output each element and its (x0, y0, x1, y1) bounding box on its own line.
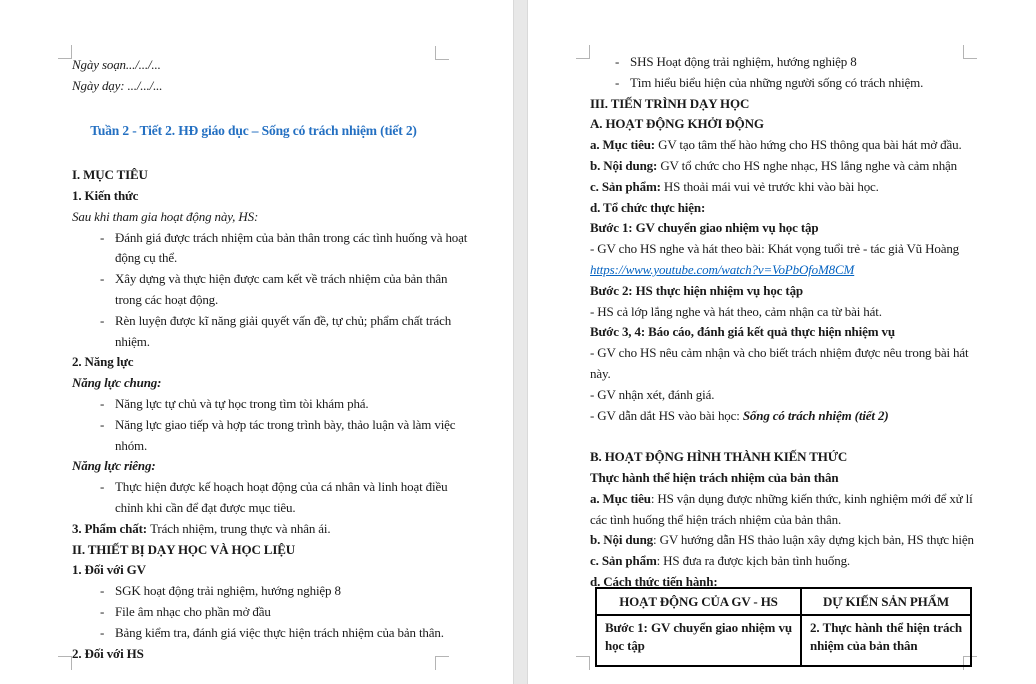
sub-heading (72, 186, 435, 207)
table-header-row (596, 588, 971, 615)
table-row (596, 615, 971, 666)
text-segment: Năng lực giao tiếp và hợp tác trong trình bày, thảo luận và làm việc (115, 416, 456, 432)
text-segment: Tuần 2 - Tiết 2. HĐ giáo dục – Sống có trách nhiệm (tiết 2) (90, 123, 417, 139)
text-segment: 2. Đối với HS (72, 645, 144, 661)
text-segment: HS thoải mái vui vẻ trước khi vào bài học. (663, 178, 879, 194)
sub-heading (72, 352, 435, 373)
text-segment: - GV dẫn dắt HS vào bài học: (590, 407, 743, 423)
blank-line (590, 426, 963, 447)
text-line (72, 602, 435, 623)
text-line (72, 290, 435, 311)
text-segment: a. Mục tiêu (590, 490, 651, 506)
text-line (72, 248, 435, 269)
text-segment: Sau khi tham gia hoạt động này, HS: (72, 208, 259, 224)
text-segment: 1. Đối với GV (72, 562, 146, 578)
text-line (590, 239, 963, 260)
text-line (590, 281, 963, 302)
document-page-1 (0, 0, 513, 684)
table-cell-step1: Bước 1: GV chuyển giao nhiệm vụ học tập (596, 615, 801, 666)
text-line (590, 135, 963, 156)
text-segment: b. Nội dung: (590, 157, 661, 173)
text-segment: Sống có trách nhiệm (tiết 2) (742, 407, 889, 423)
text-segment: chỉnh khi cần để đạt được mục tiêu. (115, 499, 296, 515)
text-line (590, 260, 963, 281)
text-line (590, 385, 963, 406)
text-segment: Ngày dạy: .../.../... (72, 77, 163, 93)
section-heading (590, 94, 963, 115)
text-segment: - GV cho HS nêu cảm nhận và cho biết trách nhiệm được nêu trong bài hát (590, 345, 969, 361)
text-line (590, 322, 963, 343)
table-header-cell-san-pham: DỰ KIẾN SẢN PHẨM (801, 588, 971, 615)
text-segment: III. TIẾN TRÌNH DẠY HỌC (590, 95, 750, 111)
text-segment: B. HOẠT ĐỘNG HÌNH THÀNH KIẾN THỨC (590, 449, 848, 465)
text-line (590, 510, 963, 531)
page-2-text-column (590, 52, 974, 593)
crop-mark (58, 656, 72, 670)
text-segment: Bước 3, 4: Báo cáo, đánh giá kết quả thực hiện nhiệm vụ (590, 324, 895, 340)
text-line (72, 311, 452, 332)
text-segment: Xây dựng và thực hiện được cam kết về trách nhiệm của bản thân (115, 271, 448, 287)
text-segment: Năng lực tự chủ và tự học trong tìm tòi khám phá. (115, 395, 369, 411)
text-line (72, 415, 456, 436)
bullet-dash: - (100, 624, 105, 640)
text-segment: GV tổ chức cho HS nghe nhạc, HS lắng nghe và cảm nhận (660, 157, 958, 173)
text-segment: các tình huống thể hiện trách nhiệm của bản thân. (590, 511, 842, 527)
section-heading (590, 447, 963, 468)
text-line (72, 55, 435, 76)
sub-heading (72, 644, 435, 665)
text-line (590, 343, 969, 364)
text-line (590, 198, 963, 219)
text-segment: d. Cách thức tiến hành: (590, 573, 718, 589)
text-line (72, 623, 444, 644)
document-page-2 (528, 0, 1036, 684)
text-line (72, 394, 435, 415)
text-line (72, 498, 435, 519)
crop-mark (576, 656, 590, 670)
text-segment: d. Tổ chức thực hiện: (590, 199, 706, 215)
text-segment: trong các hoạt động. (115, 291, 219, 307)
text-line (590, 302, 963, 323)
bullet-dash: - (100, 312, 105, 328)
text-line (590, 218, 963, 239)
bullet-dash: - (615, 74, 620, 90)
text-line (72, 332, 435, 353)
crop-mark (435, 46, 449, 60)
text-segment: này. (590, 365, 611, 381)
text-line (72, 228, 468, 249)
text-segment: A. HOẠT ĐỘNG KHỞI ĐỘNG (590, 116, 764, 132)
text-segment: File âm nhạc cho phần mở đầu (115, 603, 271, 619)
crop-mark (435, 656, 449, 670)
table-header-cell-gv-hs: HOẠT ĐỘNG CỦA GV - HS (596, 588, 801, 615)
sub-heading (72, 560, 435, 581)
document-title (72, 117, 435, 144)
text-segment: SGK hoạt động trải nghiệm, hướng nghiệp 8 (115, 583, 341, 599)
bullet-dash: - (100, 271, 105, 287)
text-line (590, 52, 963, 73)
text-segment: Năng lực chung: (72, 375, 162, 391)
text-segment: Rèn luyện được kĩ năng giải quyết vấn đề, tự chủ; phẩm chất trách (115, 312, 452, 328)
table-cell-product: 2. Thực hành thể hiện trách nhiệm của bản thân (801, 615, 971, 666)
text-segment: : GV hướng dẫn HS thảo luận xây dựng kịch bản, HS thực hiện (653, 532, 974, 548)
crop-mark (58, 45, 72, 59)
text-segment: Bước 2: HS thực hiện nhiệm vụ học tập (590, 282, 803, 298)
text-segment: 1. Kiến thức (72, 187, 139, 203)
activity-table (595, 587, 972, 667)
section-heading (72, 540, 435, 561)
text-line (72, 477, 448, 498)
text-segment: SHS Hoạt động trải nghiệm, hướng nghiệp 8 (630, 54, 857, 69)
text-segment: : HS vận dụng được những kiến thức, kinh nghiệm mới để xử lí (650, 490, 973, 506)
text-segment: Thực hành thể hiện trách nhiệm của bản thân (590, 469, 839, 485)
text-segment: Ngày soạn.../.../... (72, 57, 161, 72)
text-line (590, 551, 963, 572)
bullet-dash: - (100, 479, 105, 495)
text-segment: Năng lực riêng: (72, 458, 156, 474)
text-segment: Bảng kiểm tra, đánh giá việc thực hiện trách nhiệm của bản thân. (115, 624, 444, 640)
bullet-dash: - (100, 395, 105, 411)
text-segment: Tìm hiểu biểu hiện của những người sống có trách nhiệm. (630, 74, 924, 90)
text-segment: 2. Năng lực (72, 354, 134, 370)
text-segment: c. Sản phẩm: (590, 178, 664, 194)
text-segment: GV tạo tâm thế hào hứng cho HS thông qua bài hát mở đầu. (658, 137, 962, 153)
text-line (590, 177, 963, 198)
text-segment: động cụ thể. (115, 250, 178, 266)
text-line (590, 156, 963, 177)
text-line (72, 456, 435, 477)
text-line (590, 73, 963, 94)
text-segment: b. Nội dung (590, 532, 654, 548)
bullet-dash: - (100, 416, 105, 432)
bullet-dash: - (100, 229, 105, 245)
blank-line (72, 144, 435, 165)
text-segment: II. THIẾT BỊ DẠY HỌC VÀ HỌC LIỆU (72, 541, 295, 557)
bullet-dash: - (615, 54, 620, 69)
text-line (590, 530, 974, 551)
text-line (72, 207, 435, 228)
text-segment: nhiệm. (115, 333, 150, 349)
text-line (590, 406, 963, 427)
text-line (590, 468, 963, 489)
blank-line (72, 97, 435, 118)
text-line (72, 373, 435, 394)
text-segment: - HS cả lớp lắng nghe và hát theo, cảm nhận ca từ bài hát. (590, 303, 882, 319)
section-heading (590, 114, 963, 135)
text-segment: - GV cho HS nghe và hát theo bài: Khát vọng tuổi trẻ - tác giả Vũ Hoàng (590, 241, 960, 257)
text-segment: c. Sản phẩm (590, 553, 657, 569)
text-line (590, 489, 973, 510)
youtube-link[interactable]: https://www.youtube.com/watch?v=VoPbOfoM8CM (590, 261, 855, 277)
crop-mark (576, 45, 590, 59)
bullet-dash: - (100, 583, 105, 599)
text-segment: Đánh giá được trách nhiệm của bản thân trong các tình huống và hoạt (115, 229, 468, 245)
text-segment: nhóm. (115, 437, 148, 453)
page-1-text-column (72, 55, 468, 664)
text-line (72, 76, 435, 97)
text-segment: : HS đưa ra được kịch bản tình huống. (656, 553, 851, 569)
text-line (590, 364, 963, 385)
text-line (72, 436, 435, 457)
page-gap (513, 0, 528, 684)
text-line (72, 581, 435, 602)
bullet-dash: - (100, 603, 105, 619)
text-segment: Trách nhiệm, trung thực và nhân ái. (150, 520, 331, 536)
crop-mark (963, 45, 977, 59)
text-segment: Thực hiện được kế hoạch hoạt động của cá nhân và linh hoạt điều (115, 479, 448, 495)
text-segment: 3. Phẩm chất: (72, 520, 151, 536)
text-segment: - GV nhận xét, đánh giá. (590, 386, 715, 402)
text-line (72, 269, 448, 290)
text-segment: I. MỤC TIÊU (72, 167, 148, 183)
text-segment: Bước 1: GV chuyển giao nhiệm vụ học tập (590, 220, 819, 236)
section-heading (72, 165, 435, 186)
text-segment: a. Mục tiêu: (590, 137, 659, 153)
text-line (72, 519, 435, 540)
